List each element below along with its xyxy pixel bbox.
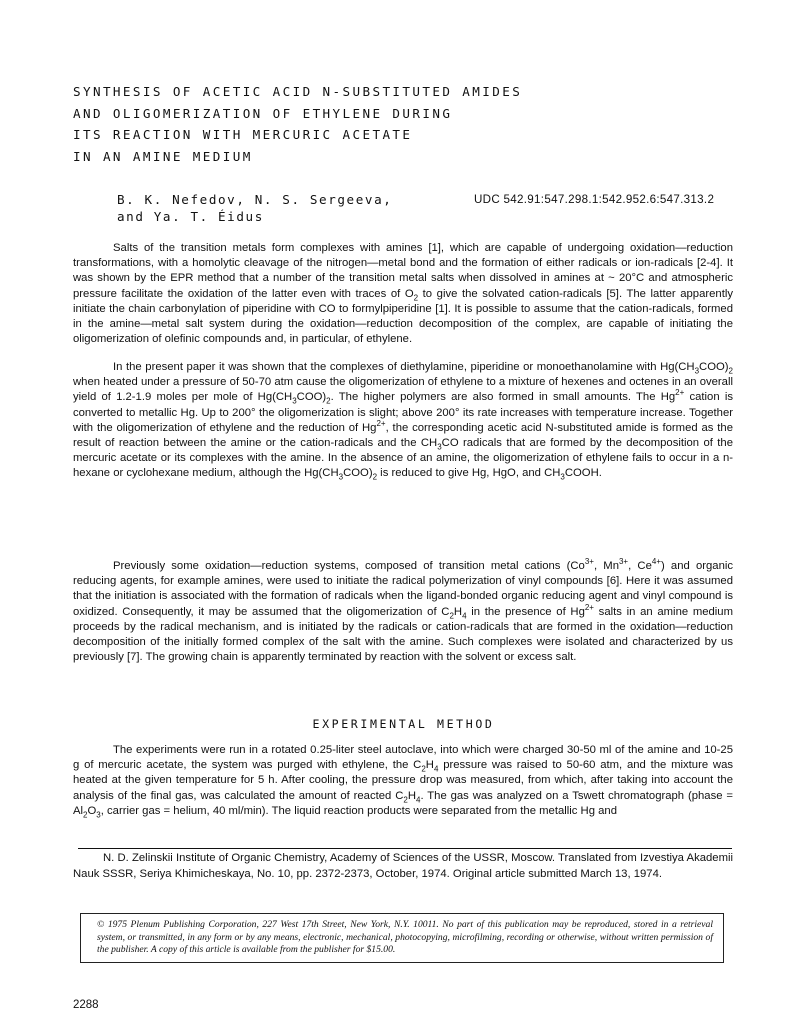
title-line-1: SYNTHESIS OF ACETIC ACID N-SUBSTITUTED AMIDES [73,84,523,99]
section-heading: EXPERIMENTAL METHOD [312,717,495,731]
copyright-box [80,913,724,963]
title-line-3: ITS REACTION WITH MERCURIC ACETATE [73,127,413,142]
title-line-2: AND OLIGOMERIZATION OF ETHYLENE DURING [73,105,453,121]
body-paragraph-2 [73,360,733,493]
authors-line-1: B. K. Nefedov, N. S. Sergeeva, [117,192,393,207]
page-number: 2288 [73,999,99,1011]
affiliation-footnote [73,851,733,882]
affiliation-text: N. D. Zelinskii Institute of Organic Chemistry, Academy of Sciences of the USSR, Moscow. Translated from Izvestiya Akademii Nauk SSSR, Seriya Khimicheskaya, No. 10, pp. 2372-2373, October, 1974. Original article submitted March 13, 1974. [73,852,733,880]
experimental-paragraph [73,743,733,830]
footnote-divider [78,848,732,849]
paragraph-text: Previously some oxidation—reduction systems, composed of transition metal cations ($Co^{3+}$, $Mn^{3+}$, $Ce^{4+}$) and organic reducing agents, for example amines, were used to initiate the radical polymerization of vinyl compounds [6]. Here it was assumed that the initiation is associated with the formation of radicals when the ligand-bonded organic reducing agent and vinyl compound is oxidized. Consequently, it may be assumed that the oligomerization of $C_2H_4$ in the presence of $Hg^{2+}$ salts in an amine medium proceeds by the radical mechanism, and is initiated by the radicals or cation-radicals that are formed in the oxidation—reduction decomposition of the initially formed complex of the salt with the amine. Such complexes were isolated and characterized by us previously [7]. The growing chain is apparently terminated by reaction with the solvent or excess salt. [73,557,734,664]
paragraph-text: In the present paper it was shown that the complexes of diethylamine, piperidine or monoethanolamine with $Hg(CH_3COO)_2$ when heated under a pressure of 50-70 atm cause the oligomerization of ethylene to a mixture of hexenes and octenes in an overall yield of 1.2-1.9 moles per mole of $Hg(CH_3COO)_2$. The higher polymers are also formed in small amounts. The $Hg^{2+}$ cation is converted to metallic Hg. Up to 200° the oligomerization is slight; above 200° its rate increases with temperature increase. Together with the oligomerization of ethylene and the reduction of $Hg^{2+}$, the corresponding acetic acid N-substituted amide is formed as the result of reaction between the amine or the cation-radicals and the $CH_3CO$ radicals that are formed by the decomposition of the mercuric acetate or its complexes with the amine. In the absence of an amine, the oligomerization of ethylene fails to occur in a n-hexane or cyclohexane medium, although the $Hg(CH_3COO)_2$ is reduced to give Hg, HgO, and $CH_3COOH$. [73,361,733,482]
paragraph-text: Salts of the transition metals form complexes with amines [1], which are capable of undergoing oxidation—reduction transformations, with a homolytic cleavage of the nitrogen—metal bond and the formation of either radicals or ion-radicals [2-4]. It was shown by the EPR method that a number of the transition metal salts when dissolved in amines at ~ 20°C and atmospheric pressure facilitate the oxidation of the latter even with traces of $O_2$ to give the solvated cation-radicals [5]. The latter apparently initiate the chain carbonylation of piperidine with CO to formylpiperidine [1]. It is possible to assume that the cation-radicals, formed in the amine—metal salt system during the oxidation—reduction decomposition of the complex, are capable of initiating the oligomerization of olefinic compounds and, in particular, of ethylene. [73,242,733,346]
udc-code: UDC 542.91:547.298.1:542.952.6:547.313.2 [474,193,715,206]
author-list [117,191,392,225]
title-line-4: IN AN AMINE MEDIUM [73,148,253,164]
article-title [73,81,693,167]
copyright-text: © 1975 Plenum Publishing Corporation, 227 West 17th Street, New York, N.Y. 10011. No part of this publication may be reproduced, stored in a retrieval system, or transmitted, in any form or by any means, electronic, mechanical, photocopying, microfilming, recording or otherwise, without written permission of the publisher. A copy of this article is available from the publisher for $15.00. [97,919,713,956]
paragraph-text: The experiments were run in a rotated 0.25-liter steel autoclave, into which were charged 30-50 ml of the amine and 10-25 g of mercuric acetate, the system was purged with ethylene, the $C_2H_4$ pressure was raised to 50-60 atm, and the mixture was heated at the given temperature for 5 h. After cooling, the pressure drop was measured, from which, after taking into account the analysis of the final gas, was calculated the amount of reacted $C_2H_4$. The gas was analyzed on a Tswett chromatograph (phase = $Al_2O_3$, carrier gas = helium, 40 ml/min). The liquid reaction products were separated from the metallic Hg and [73,744,733,820]
body-paragraph-3 [73,559,733,676]
body-paragraph-1 [73,241,733,358]
authors-line-2: and Ya. T. Éidus [117,209,264,224]
